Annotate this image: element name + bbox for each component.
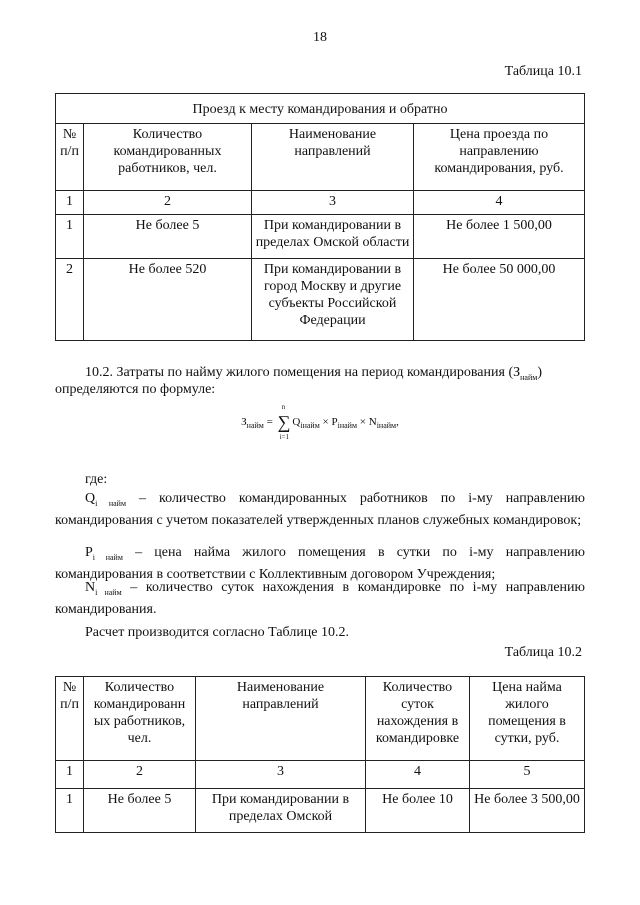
table-header-row — [56, 677, 585, 761]
index-cell: 3 — [196, 761, 366, 789]
index-cell: 4 — [366, 761, 470, 789]
definition-q: $Q_{i найм}$ – количество командированных работников по i-му направлению командирования с учетом показателей утвержденных планов служебных командировок; — [55, 491, 585, 528]
table-10-1-caption: Таблица 10.1 — [504, 64, 582, 79]
table-cell: При командировании в пределах Омской области — [252, 215, 414, 259]
index-cell: 1 — [56, 191, 84, 215]
table-row — [56, 789, 585, 833]
header-cell: Количество командированн ых работников, чел. — [84, 677, 196, 761]
section-10-2-intro-line2: определяются по формуле: — [55, 382, 216, 397]
header-cell: № п/п — [56, 124, 84, 191]
table-cell: 2 — [56, 259, 84, 341]
table-cell: Не более 1 500,00 — [414, 215, 585, 259]
table-cell: Не более 50 000,00 — [414, 259, 585, 341]
section-10-2-intro: 10.2. Затраты по найму жилого помещения на период командирования $(З_{найм})$ — [85, 365, 542, 382]
index-cell: 1 — [56, 761, 84, 789]
definition-n: $N_{i найм}$ – количество суток нахождения в командировке по i-му направлению командирования. — [55, 580, 585, 617]
table-cell: 1 — [56, 789, 84, 833]
header-cell: Количество командированных работников, чел. — [84, 124, 252, 191]
header-cell: Количество суток нахождения в командировке — [366, 677, 470, 761]
table-cell: Не более 520 — [84, 259, 252, 341]
table-row — [56, 215, 585, 259]
table-cell: При командировании в пределах Омской — [196, 789, 366, 833]
page-number: 18 — [313, 30, 327, 45]
table-cell: Не более 5 — [84, 215, 252, 259]
header-cell: Наименование направлений — [196, 677, 366, 761]
table-10-1 — [55, 93, 585, 341]
header-cell: Цена найма жилого помещения в сутки, руб. — [470, 677, 585, 761]
header-cell: Наименование направлений — [252, 124, 414, 191]
table-cell: Не более 10 — [366, 789, 470, 833]
table-cell: Не более 5 — [84, 789, 196, 833]
table-10-1-title: Проезд к месту командирования и обратно — [56, 94, 585, 124]
header-cell: Цена проезда по направлению командирования, руб. — [414, 124, 585, 191]
index-cell: 2 — [84, 761, 196, 789]
sum-symbol: ∑ n i=1 — [277, 403, 291, 441]
header-cell: № п/п — [56, 677, 84, 761]
table-row — [56, 259, 585, 341]
table-cell: При командировании в город Москву и другие субъекты Российской Федерации — [252, 259, 414, 341]
table-cell: Не более 3 500,00 — [470, 789, 585, 833]
index-row — [56, 761, 585, 789]
index-row — [56, 191, 585, 215]
definition-p: $P_{i найм}$ – цена найма жилого помещения в сутки по i-му направлению командирования в соответствии с Коллективным договором Учреждения; — [55, 545, 585, 582]
index-cell: 5 — [470, 761, 585, 789]
table-header-row — [56, 124, 585, 191]
where-label: где: — [85, 472, 108, 487]
formula: $З_{найм}$ = ∑ n i=1 $Q_{iнайм} \times P_{iнайм} \times N_{iнайм}$, — [241, 403, 399, 441]
table-10-2 — [55, 676, 585, 833]
calculation-note: Расчет производится согласно Таблице 10.2. — [85, 625, 350, 640]
table-cell: 1 — [56, 215, 84, 259]
table-10-2-caption: Таблица 10.2 — [504, 645, 582, 660]
index-cell: 4 — [414, 191, 585, 215]
index-cell: 2 — [84, 191, 252, 215]
index-cell: 3 — [252, 191, 414, 215]
